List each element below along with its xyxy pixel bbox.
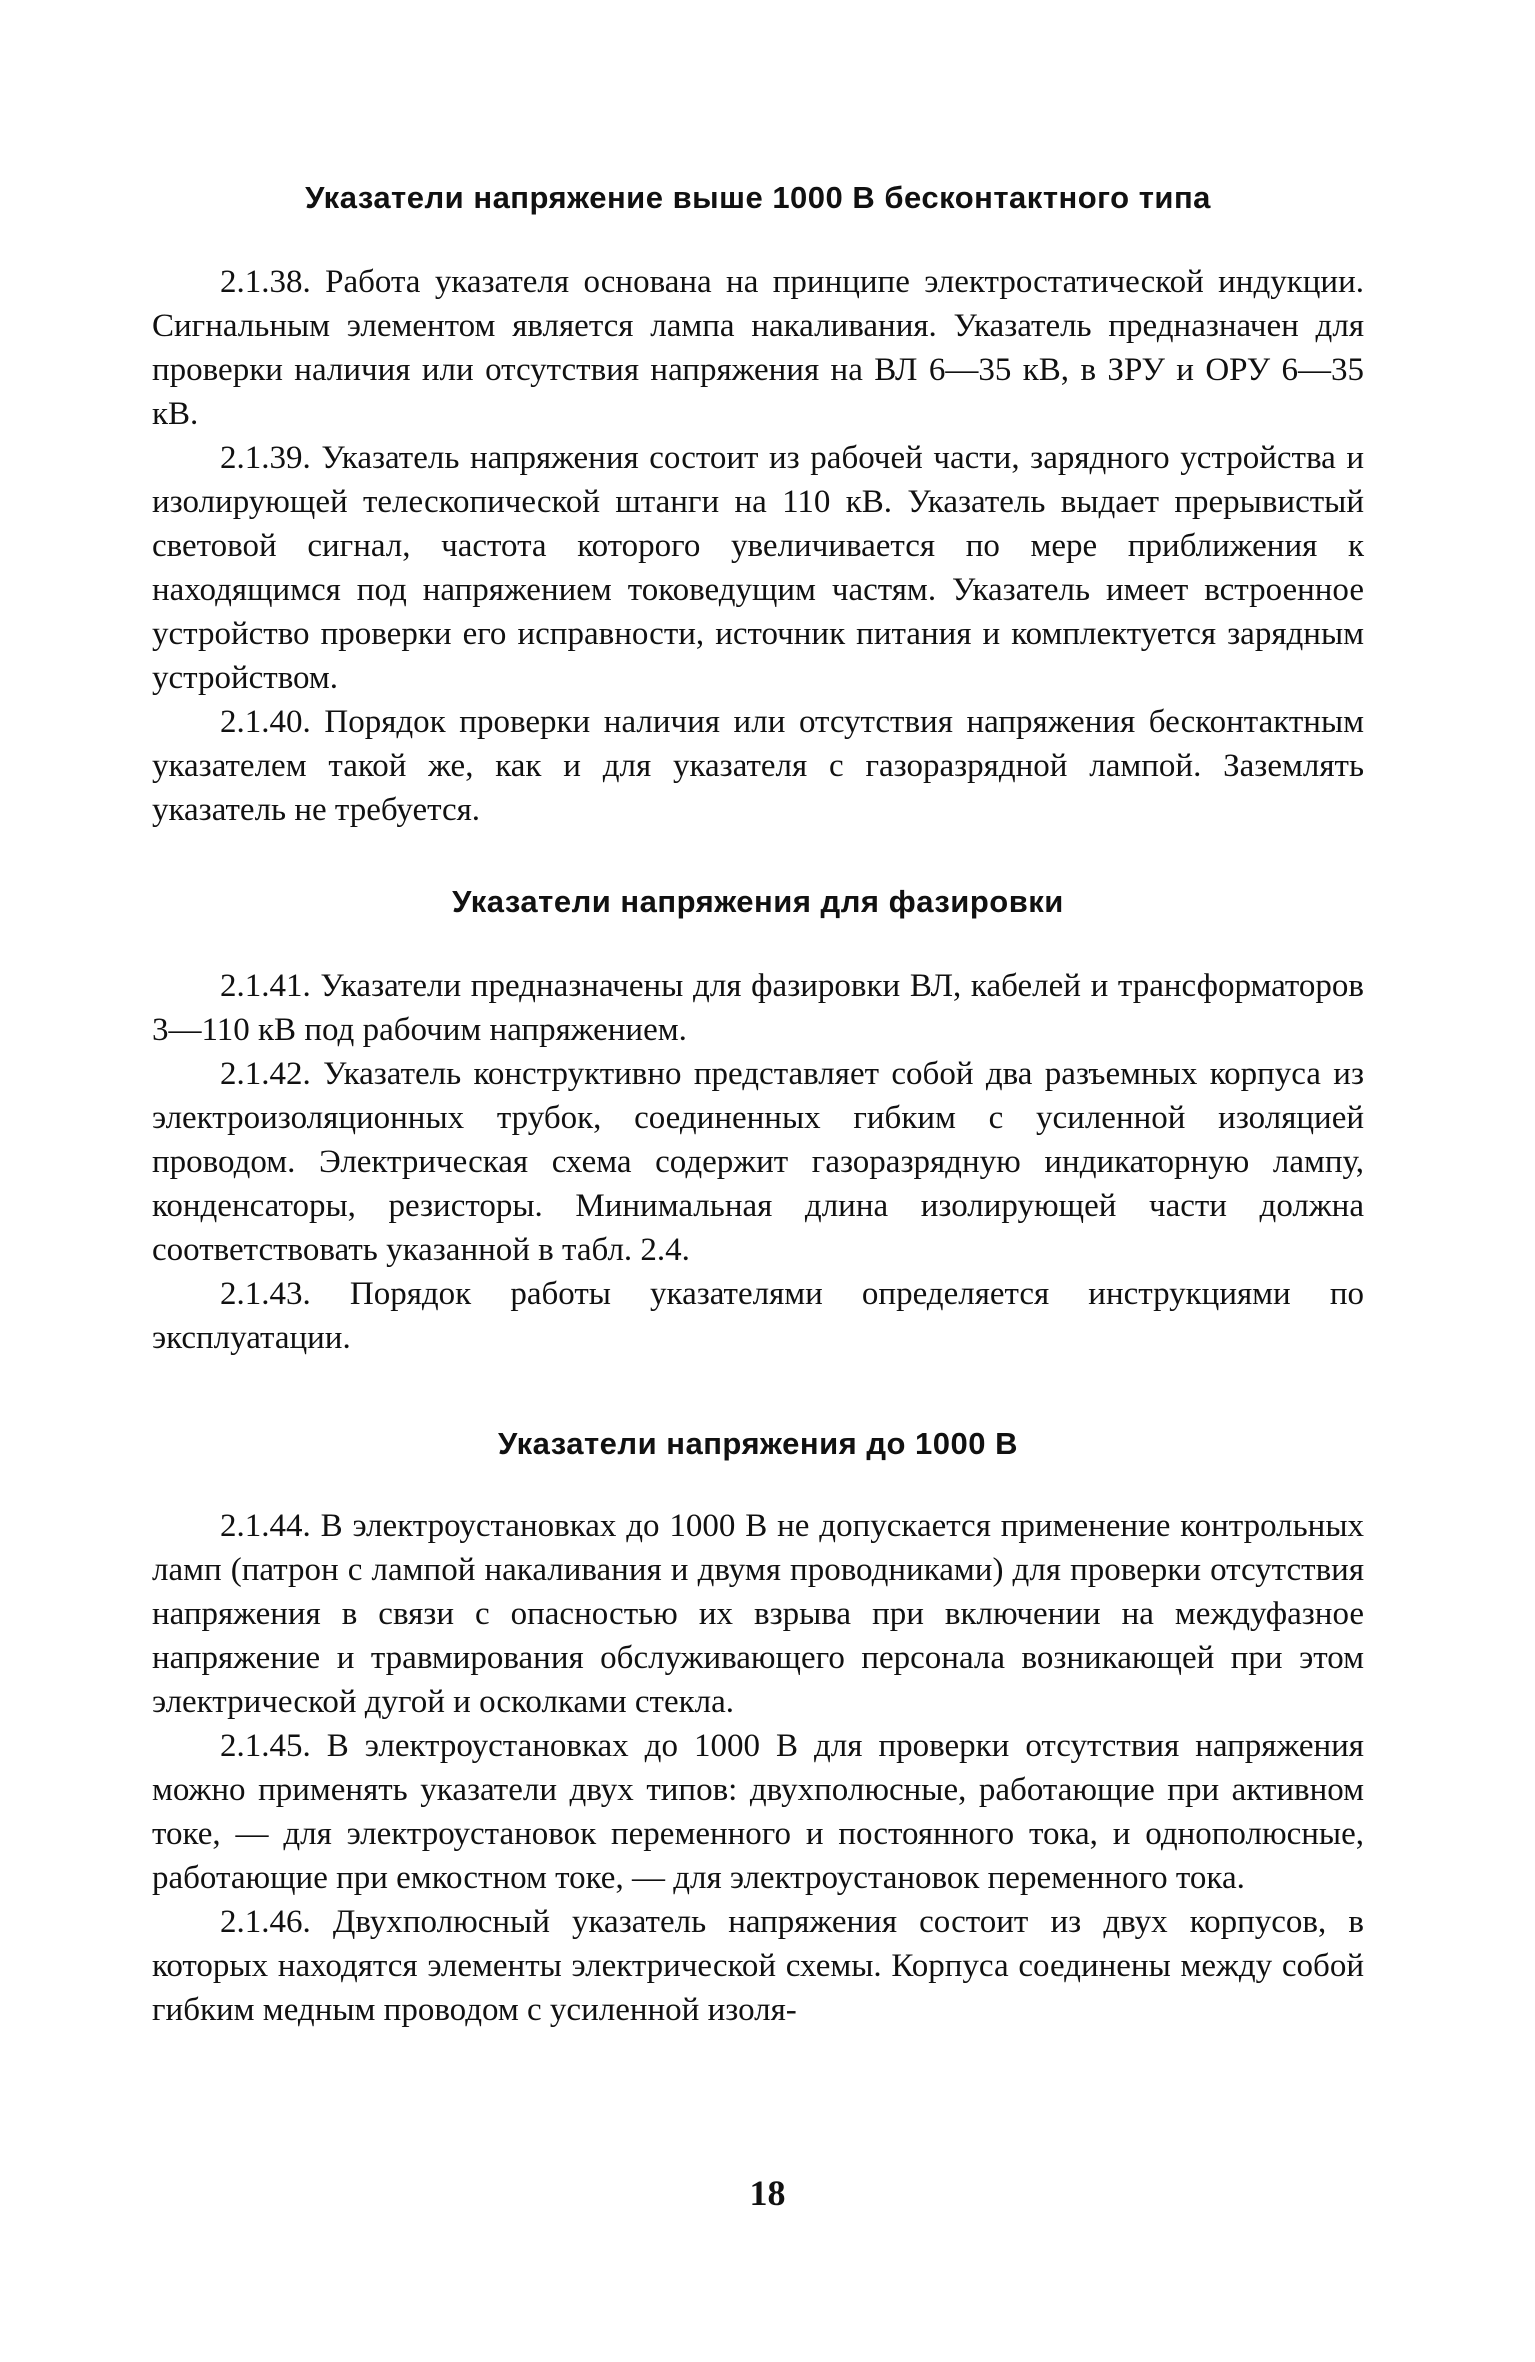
paragraph-2-1-42: 2.1.42. Указатель конструктивно представляет собой два разъемных корпуса из электроизоляционных трубок, соединенных гибким с усиленной изоляцией проводом. Электрическая схема содержит газоразрядную индикаторную лампу, конденсаторы, резисторы. Минимальная длина изолирующей части должна соответствовать указанной в табл. 2.4.: [152, 1056, 1364, 1268]
document-page: [152, 180, 1364, 2032]
paragraph-2-1-40: 2.1.40. Порядок проверки наличия или отсутствия напряжения бесконтактным указателем такой же, как и для указателя с газоразрядной лампой. Заземлять указатель не требуется.: [152, 704, 1364, 828]
paragraph-2-1-45: 2.1.45. В электроустановках до 1000 В для проверки отсутствия напряжения можно применять указатели двух типов: двухполюсные, работающие при активном токе, — для электроустановок переменного и постоянного тока, и однополюсные, работающие при емкостном токе, — для электроустановок переменного тока.: [152, 1728, 1364, 1896]
section-heading-up-to-1000v: Указатели напряжения до 1000 В: [497, 1426, 1019, 1461]
section-heading-contactless: Указатели напряжение выше 1000 В бесконтактного типа: [305, 180, 1211, 215]
paragraph-2-1-46: 2.1.46. Двухполюсный указатель напряжения состоит из двух корпусов, в которых находятся элементы электрической схемы. Корпуса соединены между собой гибким медным проводом с усиленной изоля-: [152, 1904, 1364, 2028]
paragraph-2-1-39: 2.1.39. Указатель напряжения состоит из рабочей части, зарядного устройства и изолирующей телескопической штанги на 110 кВ. Указатель выдает прерывистый световой сигнал, частота которого увеличивается по мере приближения к находящимся под напряжением токоведущим частям. Указатель имеет встроенное устройство проверки его исправности, источник питания и комплектуется зарядным устройством.: [152, 440, 1364, 696]
paragraph-2-1-41: 2.1.41. Указатели предназначены для фазировки ВЛ, кабелей и трансформаторов 3—110 кВ под рабочим напряжением.: [152, 968, 1364, 1048]
paragraph-2-1-44: 2.1.44. В электроустановках до 1000 В не допускается применение контрольных ламп (патрон с лампой накаливания и двумя проводниками) для проверки отсутствия напряжения в связи с опасностью их взрыва при включении на междуфазное напряжение и травмирования обслуживающего персонала возникающей при этом электрической дугой и осколками стекла.: [152, 1508, 1364, 1720]
paragraph-2-1-43: 2.1.43. Порядок работы указателями определяется инструкциями по эксплуатации.: [152, 1276, 1364, 1356]
section-heading-phasing: Указатели напряжения для фазировки: [452, 884, 1064, 919]
page-number: 18: [749, 2173, 786, 2213]
paragraph-2-1-38: 2.1.38. Работа указателя основана на принципе электростатической индукции. Сигнальным элементом является лампа накаливания. Указатель предназначен для проверки наличия или отсутствия напряжения на ВЛ 6—35 кВ, в ЗРУ и ОРУ 6—35 кВ.: [152, 264, 1364, 432]
